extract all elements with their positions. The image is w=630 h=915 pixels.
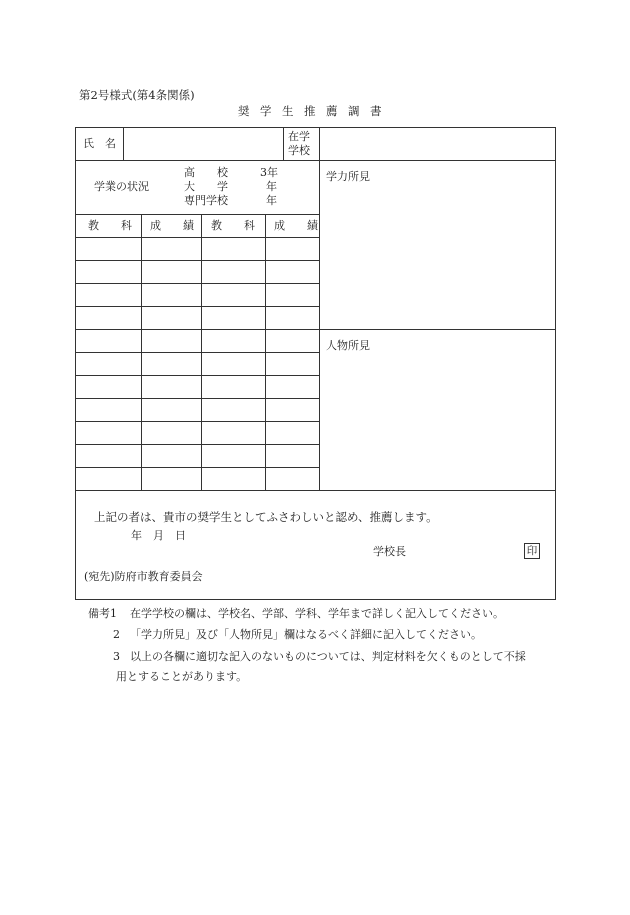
subject-cell[interactable] <box>79 264 137 278</box>
subject-cell[interactable] <box>79 471 137 485</box>
note-3-text: 以上の各欄に適切な記入のないものについては、判定材料を欠くものとして不採 <box>130 650 526 663</box>
grades-header-bottom <box>75 237 320 238</box>
subject-cell[interactable] <box>79 425 137 439</box>
subject-cell[interactable] <box>205 425 261 439</box>
school-label-line2: 学校 <box>288 144 310 157</box>
subject-cell[interactable] <box>79 310 137 324</box>
grade-cell[interactable] <box>269 425 315 439</box>
name-label-divider <box>123 127 124 160</box>
recommendation-statement: 上記の者は、貴市の奨学生としてふさわしいと認め、推薦します。 <box>94 510 438 524</box>
middle-divider <box>319 127 320 491</box>
grade-cell[interactable] <box>269 241 315 255</box>
subject-cell[interactable] <box>79 402 137 416</box>
grade-cell[interactable] <box>145 379 197 393</box>
recommendation-top-border <box>75 490 556 491</box>
subject-cell[interactable] <box>79 241 137 255</box>
subject-cell[interactable] <box>205 264 261 278</box>
addressee: (宛先)防府市教育委員会 <box>84 570 203 583</box>
grade-cell[interactable] <box>269 471 315 485</box>
grade-cell[interactable] <box>269 402 315 416</box>
grades-header-grade-1: 成 績 <box>150 219 194 232</box>
grade-row-line <box>75 421 320 422</box>
subject-cell[interactable] <box>205 241 261 255</box>
status-university: 大 学 <box>184 180 228 193</box>
seal-stamp-box: 印 <box>524 543 540 559</box>
subject-cell[interactable] <box>79 356 137 370</box>
grade-cell[interactable] <box>145 425 197 439</box>
note-2-text: 「学力所見」及び「人物所見」欄はなるべく詳細に記入してください。 <box>130 628 482 641</box>
opinion-divider <box>319 329 556 330</box>
subject-cell[interactable] <box>205 379 261 393</box>
grade-row-line <box>75 444 320 445</box>
subject-cell[interactable] <box>205 402 261 416</box>
note-3-continuation: 用とすることがあります。 <box>116 670 248 683</box>
note-1-text: 在学学校の欄は、学校名、学部、学科、学年まで詳しく記入してください。 <box>130 607 504 620</box>
note-3-number: 3 <box>113 650 120 663</box>
grade-row-line <box>75 352 320 353</box>
grade-cell[interactable] <box>145 287 197 301</box>
recommendation-date: 年 月 日 <box>131 529 186 542</box>
document-title: 奨学生推薦調書 <box>238 104 392 118</box>
grade-cell[interactable] <box>269 310 315 324</box>
note-2-number: 2 <box>113 628 120 641</box>
note-1-number: 備考1 <box>88 607 117 620</box>
subject-cell[interactable] <box>205 448 261 462</box>
subject-cell[interactable] <box>205 471 261 485</box>
grade-cell[interactable] <box>145 310 197 324</box>
table-top-border <box>75 127 556 128</box>
subject-cell[interactable] <box>205 287 261 301</box>
status-highschool: 高 校 <box>184 166 228 179</box>
grade-cell[interactable] <box>269 264 315 278</box>
grade-cell[interactable] <box>145 402 197 416</box>
subject-cell[interactable] <box>79 379 137 393</box>
name-value-divider <box>283 127 284 160</box>
academic-opinion-label: 学力所見 <box>326 170 370 183</box>
grade-cell[interactable] <box>269 356 315 370</box>
form-number: 第2号様式(第4条関係) <box>79 88 195 102</box>
grade-row-line <box>75 283 320 284</box>
grade-cell[interactable] <box>145 356 197 370</box>
grade-row-line <box>75 398 320 399</box>
name-field[interactable] <box>125 129 282 159</box>
grade-cell[interactable] <box>145 264 197 278</box>
grade-cell[interactable] <box>145 448 197 462</box>
grade-cell[interactable] <box>269 333 315 347</box>
grade-cell[interactable] <box>269 287 315 301</box>
subject-cell[interactable] <box>205 333 261 347</box>
personal-opinion-label: 人物所見 <box>326 339 370 352</box>
status-vocational: 専門学校 <box>184 194 228 207</box>
status-row-bottom <box>75 214 320 215</box>
grade-cell[interactable] <box>145 333 197 347</box>
name-row-bottom <box>75 160 556 161</box>
grade-row-line <box>75 467 320 468</box>
academic-status-label: 学業の状況 <box>94 180 149 193</box>
grade-cell[interactable] <box>269 448 315 462</box>
grades-header-subject-1: 教 科 <box>88 219 132 232</box>
table-right-border <box>555 127 556 600</box>
subject-cell[interactable] <box>205 356 261 370</box>
grade-cell[interactable] <box>269 379 315 393</box>
status-university-grade: 年 <box>266 180 277 193</box>
name-label: 氏 名 <box>83 137 116 150</box>
grade-row-line <box>75 375 320 376</box>
table-bottom-border <box>75 599 556 600</box>
grade-cell[interactable] <box>145 241 197 255</box>
subject-cell[interactable] <box>79 448 137 462</box>
grade-row-line <box>75 329 320 330</box>
status-vocational-grade: 年 <box>266 194 277 207</box>
personal-opinion-field[interactable] <box>321 355 554 489</box>
status-highschool-grade: 3年 <box>260 166 278 179</box>
grades-header-subject-2: 教 科 <box>211 219 255 232</box>
grades-header-grade-2: 成 績 <box>274 219 318 232</box>
grade-row-line <box>75 260 320 261</box>
subject-cell[interactable] <box>79 333 137 347</box>
school-label-line1: 在学 <box>288 130 310 143</box>
grade-cell[interactable] <box>145 471 197 485</box>
principal-label: 学校長 <box>373 545 406 558</box>
academic-opinion-field[interactable] <box>321 186 554 327</box>
school-field[interactable] <box>321 129 554 159</box>
grade-row-line <box>75 306 320 307</box>
subject-cell[interactable] <box>205 310 261 324</box>
subject-cell[interactable] <box>79 287 137 301</box>
table-left-border <box>75 127 76 600</box>
